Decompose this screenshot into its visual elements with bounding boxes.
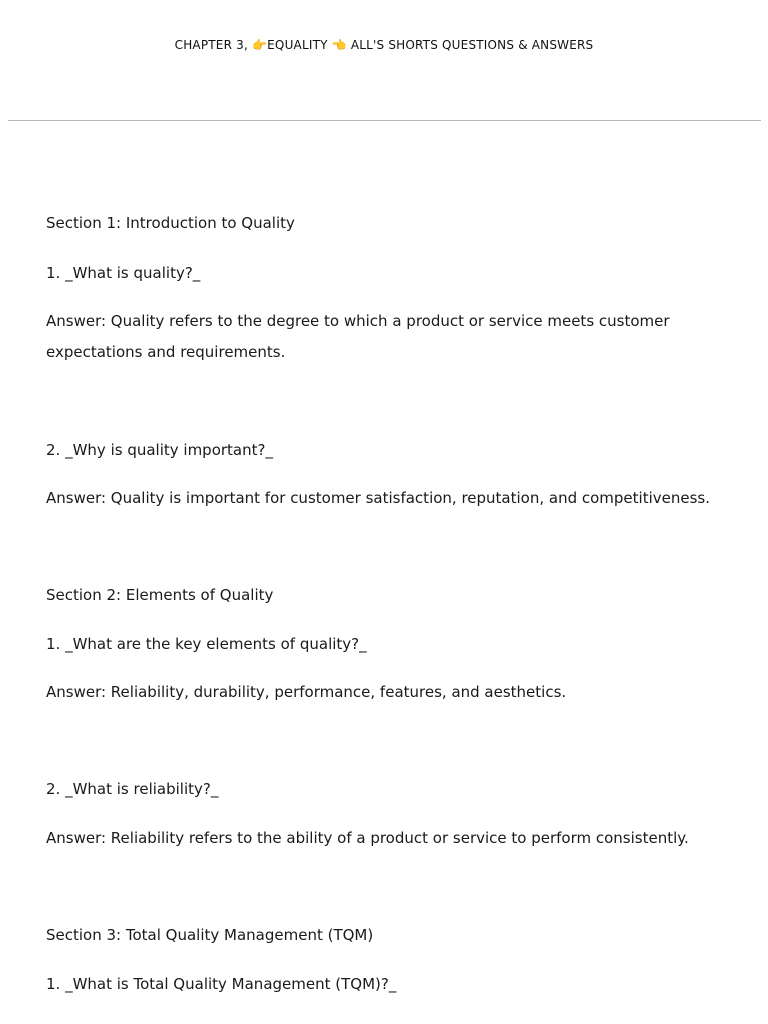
question: 2. _What is reliability?_ <box>46 780 219 798</box>
page-title: CHAPTER 3, 👉EQUALITY 👈 ALL'S SHORTS QUESTIONS & ANSWERS <box>174 38 594 52</box>
section-heading: Section 3: Total Quality Management (TQM) <box>46 926 374 944</box>
answer: Answer: Quality refers to the degree to which a product or service meets customer <box>46 312 670 330</box>
question: 2. _Why is quality important?_ <box>46 441 273 459</box>
answer: Answer: Reliability refers to the ability of a product or service to perform consistently. <box>46 829 689 847</box>
answer: Answer: Quality is important for customer satisfaction, reputation, and competitiveness. <box>46 489 710 507</box>
section-heading: Section 2: Elements of Quality <box>46 586 274 604</box>
section-heading: Section 1: Introduction to Quality <box>46 214 295 232</box>
question: 1. _What are the key elements of quality?_ <box>46 635 367 653</box>
answer-continued: expectations and requirements. <box>46 343 286 361</box>
title-divider <box>8 120 761 121</box>
question: 1. _What is Total Quality Management (TQM)?_ <box>46 975 397 993</box>
question: 1. _What is quality?_ <box>46 264 201 282</box>
answer: Answer: Reliability, durability, performance, features, and aesthetics. <box>46 683 567 701</box>
